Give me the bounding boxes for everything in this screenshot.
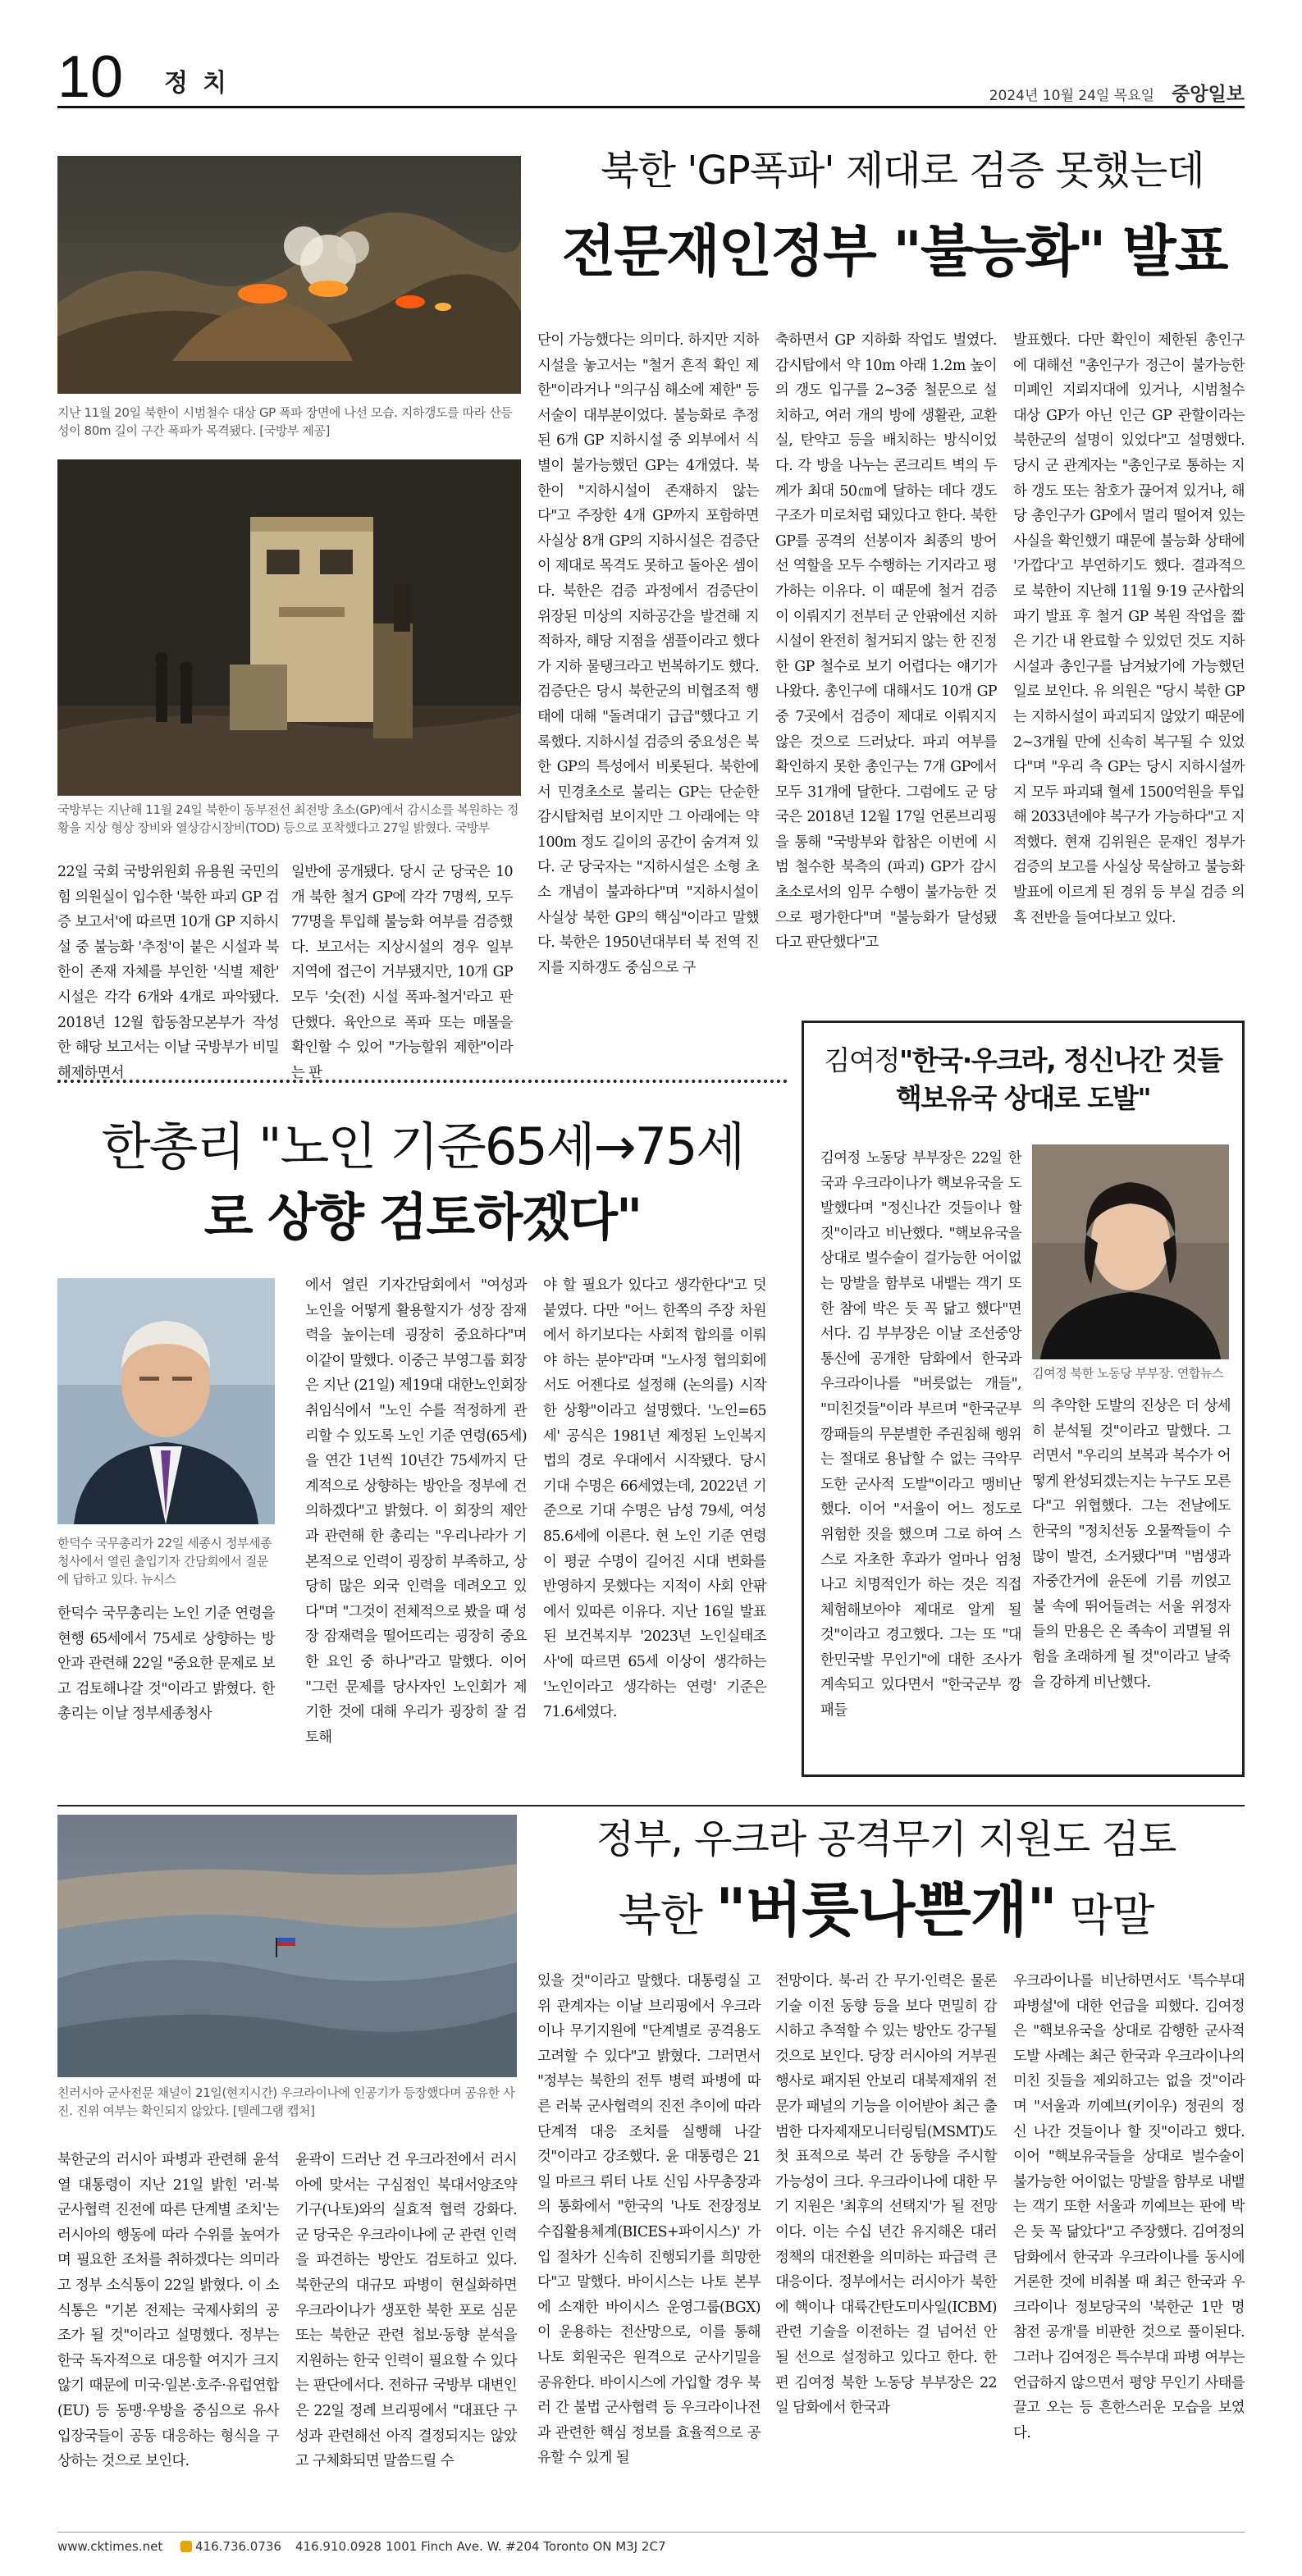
article-column: 윤곽이 드러난 건 우크라전에서 러시아에 맞서는 구심점인 북대서양조약기구(나토)와의 실효적 협력 강화다. 군 당국은 우크라이나에 군 관련 인력을 파견하는 방안도 검토하고 있다. 북한군의 대규모 파병이 현실화하면 우크라이나가 생포한 북한 포로 심문 또는 북한군 관련 첩보·동향 분석을 지원하는 한국 인력이 필요할 수 있다는 판단에서다. 전하규 국방부 대변인은 22일 정례 브리핑에서 "대표단 구성과 관련해선 아직 결정되지는 않았고 구체화되면 말씀드릴 수	[295, 2152, 517, 2470]
photo-caption: 지난 11월 20일 북한이 시범철수 대상 GP 폭파 장면에 나선 모습. 지하갱도를 따라 산등성이 80m 길이 구간 폭파가 목격됐다. [국방부 제공]	[57, 405, 513, 438]
article-column: 일반에 공개됐다. 당시 군 당국은 10개 북한 철거 GP에 각각 7명씩, 모두 77명을 투입해 불능화 여부를 검증했다. 보고서는 지상시설의 경우 일부 지역에 접근이 거부됐지만, 10개 GP 모두 '숫(전) 시설 폭파-철거'라고 판단했다. 육안으로 폭파 또는 매몰을 확인할 수 있어 "가능할위 제한"이라는 판	[291, 864, 513, 1081]
page-footer	[57, 2532, 1245, 2556]
article-column: 에서 열린 기자간담회에서 "여성과 노인을 어떻게 활용할지가 성장 잠재력을 높이는데 굉장히 중요하다"며 이같이 말했다. 이중근 부영그룹 회장은 지난 (21일) 제19대 대한노인회장 취임식에서 "노인 수를 적정하게 관리할 수 있도록 노인 기준 연령(65세)을 연간 1년씩 10년간 75세까지 단계적으로 상향하는 방안을 정부에 건의하겠다"고 밝혔다. 이 회장의 제안과 관련해 한 총리는 "우리나라가 기본적으로 인력이 굉장히 부족하고, 상당히 많은 외국 인력을 데려오고 있다"며 "그것이 전체적으로 봤을 때 성장 잠재력을 떨어뜨리는 굉장히 중요한 요인 중 하나"라고 말했다. 이어 "그런 문제를 당사자인 노인회가 제기한 것에 대해 우리가 굉장히 잘 검토해	[305, 1277, 527, 1746]
page-header	[57, 44, 1245, 110]
article-column: 발표했다. 다만 확인이 제한된 총인구에 대해선 "총인구가 정근이 불가능한 미폐인 지뢰지대에 있거나, 시범철수 대상 GP가 아닌 인근 GP 관할이라는 북한군의 설명이 있었다"고 설명했다. 당시 군 관계자는 "총인구로 통하는 지하 갱도 또는 참호가 끊어져 있거나, 해당 총인구가 GP에서 멀리 떨어져 있는 사실을 확인했기 때문에 불능화 상태에 '가깝다'고 부연하기도 했다. 결과적으로 북한이 지난해 11월 9·19 군사합의 파기 발표 후 철거 GP 복원 작업을 짧은 기간 내 완료할 수 있었던 것도 지하시설과 총인구를 남겨놨기에 가능했던 일로 보인다. 유 의원은 "당시 북한 GP는 지하시설이 파괴되지 않았기 때문에 2~3개월 만에 신속히 복구될 수 있었다"며 "우리 측 GP는 당시 지하시설까지 모두 파괴돼 혈세 1500억원을 투입해 2033년에야 복구가 가능하다"고 지적했다. 현재 김위원은 문재인 정부가 검증의 보고를 사실상 묵살하고 불능화 발표에 이르게 된 경위 등 부실 검증 의혹 전반을 들여다보고 있다.	[1013, 332, 1245, 926]
page-number: 10	[57, 44, 124, 110]
headline: 한총리 "노인 기준65세→75세	[101, 1117, 744, 1176]
article-column: 우크라이나를 비난하면서도 '특수부대 파병설'에 대한 언급을 피했다. 김여정은 "핵보유국을 상대로 감행한 군사적 도발 사례는 최근 한국과 우크라이나의 미친 짓들을 제외하고는 없을 것"이라며 "서울과 끼예브(키이우) 정권의 정신 나간 것들이나 할 짓"이라고 했다. 이어 "핵보유국들을 상대로 벌수술이 불가능한 어이없는 망발을 함부로 내뱉는 객기 또한 서울과 끼예브는 판에 박은 듯 꼭 닮았다"고 주장했다. 김여정의 담화에서 한국과 우크라이나를 동시에 거론한 것에 비춰볼 때 최근 한국과 우크라이나 정보당국의 '북한군 1만 명 참전 공개'를 비판한 것으로 풀이된다. 그러나 김여정은 특수부대 파병 여부는 언급하지 않으면서 평양 무인기 사태를 끌고 오는 등 흔한스러운 모습을 보였다.	[1013, 1973, 1245, 2441]
phone-number: 416.910.0928	[295, 2539, 381, 2554]
section-divider	[57, 1805, 1245, 1806]
article-column: 단이 가능했다는 의미다. 하지만 지하시설을 놓고서는 "철거 흔적 확인 제한"이라거나 "의구심 해소에 제한" 등 서술이 대부분이었다. 불능화로 추정된 6개 GP 지하시설 중 외부에서 식별이 불가능했던 GP는 4개였다. 북한이 "지하시설이 존재하지 않는다"고 주장한 4개 GP까지 포함하면 사실상 8개 GP의 지하시설은 검증단이 제대로 목격도 못하고 돌아온 셈이다. 북한은 검증 과정에서 검증단이 위장된 미상의 지하공간을 발견해 지적하자, 해당 지점을 샘플이라고 했다가 지하 물탱크라고 번복하기도 했다. 검증단은 당시 북한군의 비협조적 행태에 대해 "돌려대기 급급"했다고 기록했다. 지하시설 검증의 중요성은 북한 GP의 특성에서 비롯된다. 북한에서 민경초소로 불리는 GP는 단순한 감시탑처럼 보이지만 그 아래에는 약 100m 정도 길이의 공간이 숨겨져 있다. 군 당국자는 "지하시설은 소형 초소 개념이 불과하다"며 "지하시설이 사실상 북한 GP의 핵심"이라고 말했다. 북한은 1950년대부터 북 전역 진지를 지하갱도 중심으로 구	[537, 332, 759, 976]
article-column: 김여정 노동당 부부장은 22일 한국과 우크라이나가 핵보유국을 도발했다며 "정신나간 것들이나 할 짓"이라고 비난했다. "핵보유국을 상대로 벌수술이 걸가능한 어이없는 망발을 함부로 내뱉는 객기 또한 참에 박은 듯 꼭 닮고 했다"면서다. 김 부부장은 이날 조선중앙통신에 공개한 담화에서 한국과 우크라이나를 "버릇없는 개들", "미친것들"이라 부르며 "한국군부 깡패들의 무분별한 주권침해 행위는 절대로 용납할 수 없는 극악무도한 군사적 도발"이라고 맹비난했다. 이어 "서울이 어느 정도로 위험한 짓을 했으며 그로 하여 스스로 자초한 후과가 얼마나 엄청나고 치명적인가 하는 것은 직접 체험해보아야 제대로 알게 될 것"이라고 경고했다. 그는 또 "대한민국발 무인기"에 대한 조사가 계속되고 있다면서 "한국군부 깡패들	[820, 1150, 1021, 1720]
address: 1001 Finch Ave. W. #204 Toronto ON M3J 2C7	[386, 2539, 666, 2554]
photo-caption: 김여정 북한 노동당 부부장. 연합뉴스	[1032, 1366, 1224, 1381]
phone-primary: 416.736.0736	[195, 2539, 281, 2554]
headline: 북한 'GP폭파' 제대로 검증 못했는데	[601, 148, 1204, 194]
article-column: 축하면서 GP 지하화 작업도 벌였다. 감시탑에서 약 10m 아래 1.2m 높이의 갱도 입구를 2~3중 철문으로 설치하고, 여러 개의 방에 생활관, 교환실, 탄약고 등을 배치하는 방식이었다. 각 방을 나누는 콘크리트 벽의 두께가 최대 50㎝에 달하는 데다 갱도 구조가 미로처럼 돼있다고 한다. 북한 GP를 공격의 선봉이자 최종의 방어선 역할을 모두 수행하는 기지라고 평가하는 이유다. 이 때문에 철거 검증이 이뤄지기 전부터 군 안팎에선 지하시설이 완전히 철거되지 않는 한 진정한 GP 철수로 보기 어렵다는 얘기가 나왔다. 총인구에 대해서도 10개 GP 중 7곳에서 검증이 제대로 이뤄지지 않은 것으로 드러났다. 파괴 여부를 확인하지 못한 총인구는 7개 GP에서 모두 31개에 달한다. 그럼에도 군 당국은 2018년 12월 17일 언론브리핑을 통해 "국방부와 합참은 이번에 시범 철수한 북측의 (파괴) GP가 감시초소로서의 임무 수행이 불가능한 것으로 평가한다"며 "불능화가 달성됐다고 판단했다"고	[775, 332, 997, 952]
headline-prefix: 김여정	[824, 1044, 899, 1076]
section-divider	[57, 1080, 788, 1083]
gp-guardpost-photo	[57, 459, 521, 796]
article-column: 전망이다. 북·러 간 무기·인력은 물론 기술 이전 동향 등을 보다 면밀히 감시하고 추적할 수 있는 방안도 강구될 것으로 보인다. 당장 러시아의 거부권 행사로 패지된 안보리 대북제재위 전문가 패널의 기능을 이어받아 최근 출범한 다자제재모니터링팀(MSMT)도 첫 표적으로 북러 간 동향을 주시할 가능성이 크다. 우크라이나에 대한 무기 지원은 '최후의 선택지'가 될 전망이다. 이는 수십 년간 유지해온 대러 정책의 대전환을 의미하는 파급력 큰 대응이다. 정부에서는 러시아가 북한에 핵이나 대륙간탄도미사일(ICBM) 관련 기술을 이전하는 걸 넘어선 안 될 선으로 설정하고 있다고 한다. 한편 김여정 북한 노동당 부부장은 22일 담화에서 한국과	[775, 1973, 997, 2417]
kim-yo-jong-photo	[1032, 1144, 1229, 1359]
newspaper-logo: 중앙일보	[1172, 83, 1245, 105]
photo-caption: 한덕수 국무총리가 22일 세종시 정부세종청사에서 열린 출입기자 간담회에서 질문에 답하고 있다. 뉴시스	[57, 1536, 272, 1587]
headline-suffix: 막말	[1056, 1889, 1154, 1941]
headline-main: 로 상향 검토하겠다"	[203, 1187, 642, 1247]
battlefield-photo	[57, 1815, 517, 2077]
headline: 핵보유국 상대로 도발"	[895, 1082, 1151, 1114]
article-column: 22일 국회 국방위원회 유용원 국민의힘 의원실이 입수한 '북한 파괴 GP 검증 보고서'에 따르면 10개 GP 지하시설 중 불능화 '추정'이 붙은 시설과 북한이 존재 자체를 부인한 '식별 제한' 시설은 각각 6개와 4개로 파악됐다. 2018년 12월 합동참모본부가 작성한 해당 보고서는 이날 국방부가 비밀해제하면서	[57, 864, 279, 1081]
photo-caption: 국방부는 지난해 11월 24일 북한이 동부전선 최전방 초소(GP)에서 감시소를 복원하는 정황을 지상 형상 장비와 열상감시장비(TOD) 등으로 포착했다고 27일 밝혔다. 국방부	[57, 802, 519, 835]
article-column: 한덕수 국무총리는 노인 기준 연령을 현행 65세에서 75세로 상향하는 방안과 관련해 22일 "중요한 문제로 보고 검토해나갈 것"이라고 밝혔다. 한 총리는 이날 정부세종청사	[57, 1605, 275, 1723]
prime-minister-photo	[57, 1278, 275, 1524]
headline-bold: "한국·우크라, 정신나간 것들	[898, 1044, 1222, 1076]
headline	[804, 1043, 1242, 1079]
photo-caption: 친러시아 군사전문 채널이 21일(현지시간) 우크라이나에 인공기가 등장했다며 공유한 사진. 진위 여부는 확인되지 않았다. [텔레그램 캡처]	[57, 2085, 515, 2118]
headline: 정부, 우크라 공격무기 지원도 검토	[596, 1816, 1176, 1862]
headline-bold: "버릇나쁜개"	[715, 1875, 1057, 1944]
website-link[interactable]: www.cktimes.net	[57, 2539, 163, 2554]
phone-number	[180, 2539, 281, 2554]
issue-date: 2024년 10월 24일 목요일	[989, 88, 1154, 104]
phone-icon	[180, 2541, 192, 2552]
headline-main: 전문재인정부 "불능화" 발표	[561, 220, 1227, 285]
article-column: 북한군의 러시아 파병과 관련해 윤석열 대통령이 지난 21일 밝힌 '러·북 군사협력 진전에 따른 단계별 조치'는 러시아의 행동에 따라 수위를 높여가며 필요한 조처를 취하겠다는 의미라고 정부 소식통이 22일 밝혔다. 이 소식통은 "기본 전제는 국제사회의 공조가 될 것"이라고 설명했다. 정부는 한국 독자적으로 대응할 여지가 크지 않기 때문에 미국·일본·호주·유럽연합(EU) 등 동맹·우방을 중심으로 유사 입장국들이 공동 대응하는 형식을 구상하는 것으로 보인다.	[57, 2152, 279, 2470]
gp-explosion-photo	[57, 156, 521, 394]
article-column: 있을 것"이라고 말했다. 대통령실 고위 관계자는 이날 브리핑에서 우크라이나 무기지원에 "단계별로 공격용도 고려할 수 있다"고 밝혔다. 그러면서 "정부는 북한의 전투 병력 파병에 따른 러북 군사협력의 진전 추이에 따라 단계적 대응 조치를 실행해 나갈 것"이라고 강조했다. 윤 대통령은 21일 마르크 뤼터 나토 신임 사무총장과의 통화에서 "한국의 '나토 전장정보수집활용체계(BICES+파이시스)' 가입 절차가 신속히 진행되기를 희망한다"고 말했다. 바이시스는 나토 본부에 소재한 바이시스 운영그룹(BGX)이 운용하는 전산망으로, 이를 통해 나토 회원국은 원격으로 군사기밀을 공유한다. 바이시스에 가입할 경우 북러 간 불법 군사협력 등 우크라이나전과 관련한 핵심 정보를 효율적으로 공유할 수 있게 될	[537, 1973, 761, 2467]
sidebar-article-box	[802, 1021, 1245, 1777]
section-label: 정치	[164, 69, 241, 98]
headline-prefix: 북한	[618, 1889, 716, 1941]
article-column: 의 추악한 도발의 진상은 더 상세히 분석될 것"이라고 말했다. 그러면서 "우리의 보복과 복수가 어떻게 완성되겠는지는 누구도 모른다"고 위협했다. 그는 전날에도 한국의 "정치선동 오물짝들이 수많이 발견, 소거됐다"며 "범생과 자중간거에 윤돈에 기름 끼얹고 불 속에 뛰어들려는 서울 위정자들의 만용은 온 족속이 괴멸될 위험을 초래하게 될 것"이라고 날죽을 강하게 비난했다.	[1032, 1398, 1231, 1691]
headline-main	[525, 1875, 1247, 1945]
article-column: 야 할 필요가 있다고 생각한다"고 덧붙였다. 다만 "어느 한쪽의 주장 차원에서 하기보다는 사회적 합의를 이뤄야 하는 분야"라며 "노사정 협의회에서도 어젠다로 설정해 (논의를) 시작한 상황"이라고 설명했다. '노인=65세' 공식은 1981년 제정된 노인복지법의 경로 우대에서 시작됐다. 당시 기대 수명은 66세였는데, 2022년 기준으로 기대 수명은 남성 79세, 여성 85.6세에 이른다. 현 노인 기준 연령이 평균 수명이 길어진 시대 변화를 반영하지 못했다는 지적이 사회 안팎에서 있따른 이유다. 지난 16일 발표된 보건복지부 '2023년 노인실태조사'에 따르면 65세 이상이 생각하는 '노인이라고 생각하는 연령' 기준은 71.6세였다.	[543, 1277, 766, 1721]
